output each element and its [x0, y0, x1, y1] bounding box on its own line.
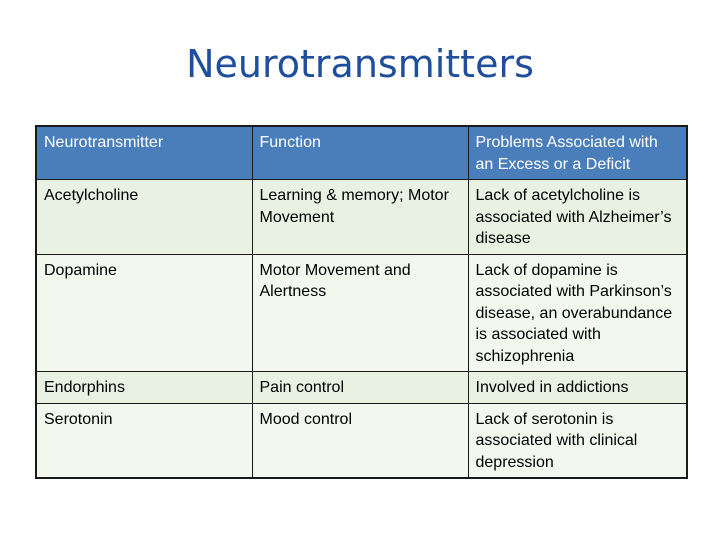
cell-problems: Lack of dopamine is associated with Parkinson’s disease, an overabundance is associated with schizophrenia [468, 254, 687, 372]
cell-neurotransmitter: Acetylcholine [36, 180, 252, 255]
cell-function: Mood control [252, 403, 468, 478]
table-header-row [36, 126, 687, 180]
table-row [36, 254, 687, 372]
neurotransmitter-table [35, 125, 688, 479]
table-row [36, 180, 687, 255]
cell-neurotransmitter: Serotonin [36, 403, 252, 478]
header-problems: Problems Associated with an Excess or a Deficit [468, 126, 687, 180]
table-row [36, 403, 687, 478]
header-neurotransmitter: Neurotransmitter [36, 126, 252, 180]
cell-function: Motor Movement and Alertness [252, 254, 468, 372]
header-function: Function [252, 126, 468, 180]
table-row [36, 372, 687, 404]
cell-problems: Lack of serotonin is associated with clinical depression [468, 403, 687, 478]
cell-function: Pain control [252, 372, 468, 404]
slide-title: Neurotransmitters [186, 42, 534, 86]
cell-problems: Lack of acetylcholine is associated with Alzheimer’s disease [468, 180, 687, 255]
cell-function: Learning & memory; Motor Movement [252, 180, 468, 255]
cell-problems: Involved in addictions [468, 372, 687, 404]
cell-neurotransmitter: Dopamine [36, 254, 252, 372]
cell-neurotransmitter: Endorphins [36, 372, 252, 404]
